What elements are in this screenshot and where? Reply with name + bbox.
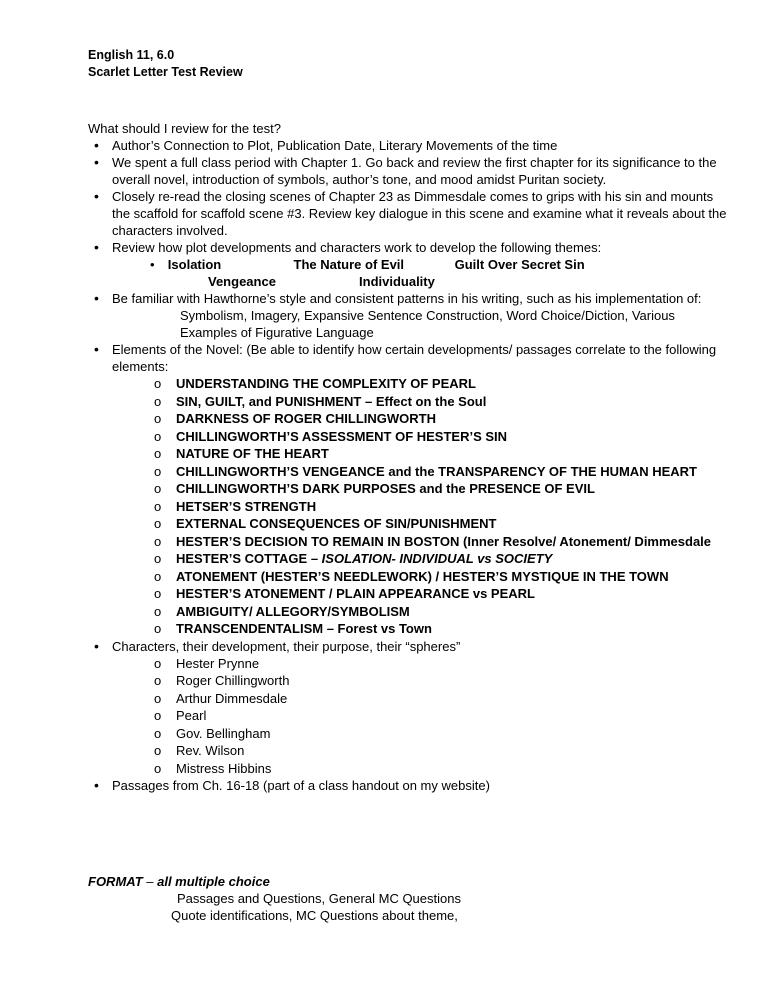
element-item-cottage: o HESTER’S COTTAGE – ISOLATION- INDIVIDUAL vs SOCIETY	[154, 550, 728, 568]
characters-list	[112, 655, 728, 778]
character-item: o Roger Chillingworth	[154, 672, 728, 690]
review-item-characters: • Characters, their development, their purpose, their “spheres” o Hester Prynne o Roger Chillingworth o Arthur Dimmesdale o Pearl o Gov. Bellingham o Rev. Wilson o Mistress Hibbins	[88, 638, 728, 778]
format-section: FORMAT – all multiple choice Passages and Questions, General MC Questions Quote identifications, MC Questions about theme,	[88, 874, 461, 923]
review-item-style: • Be familiar with Hawthorne’s style and consistent patterns in his writing, such as his implementation of: Symbolism, Imagery, Expansive Sentence Construction, Word Choice/Diction, Various Examples of Figurative Language	[88, 290, 728, 341]
theme-isolation: Isolation	[167, 257, 222, 272]
element-item: o AMBIGUITY/ ALLEGORY/SYMBOLISM	[154, 603, 728, 621]
theme-vengeance: Vengeance	[208, 274, 276, 289]
element-item: o CHILLINGWORTH’S VENGEANCE and the TRANSPARENCY OF THE HUMAN HEART	[154, 463, 728, 481]
format-label: FORMAT	[88, 874, 143, 889]
element-item: o EXTERNAL CONSEQUENCES OF SIN/PUNISHMENT	[154, 515, 728, 533]
element-item: o NATURE OF THE HEART	[154, 445, 728, 463]
element-item: o HESTER’S ATONEMENT / PLAIN APPEARANCE vs PEARL	[154, 585, 728, 603]
element-item: o SIN, GUILT, and PUNISHMENT – Effect on the Soul	[154, 393, 728, 411]
themes-list: • Isolation The Nature of Evil Guilt Over Secret Sin Vengeance Individuality	[150, 257, 585, 289]
character-item: o Pearl	[154, 707, 728, 725]
document-title: Scarlet Letter Test Review	[88, 65, 243, 79]
character-item: o Gov. Bellingham	[154, 725, 728, 743]
review-item-elements: • Elements of the Novel: (Be able to identify how certain developments/ passages correlate to the following elements: o UNDERSTANDING THE COMPLEXITY OF PEARL o SIN, GUILT, and PUNISHMENT – Effect on the Soul o DARKNESS OF ROGER CHILLINGWORTH o CHILLINGWORTH’S ASSESSMENT OF HESTER’S SIN o NATURE OF THE HEART o CHILLINGWORTH’S VENGEANCE and the TRANSPARENCY OF THE HUMAN HEART o CHILLINGWORTH’S DARK PURPOSES and the PRESENCE OF EVIL o HETSER’S STRENGTH o EXTERNAL CONSEQUENCES OF SIN/PUNISHMENT o HESTER’S DECISION TO REMAIN IN BOSTON (Inner Resolve/ Atonement/ Dimmesdale o HESTER’S COTTAGE – ISOLATION- INDIVIDUAL vs SOCIETY o ATONEMENT (HESTER’S NEEDLEWORK) / HESTER’S MYSTIQUE IN THE TOWN o HESTER’S ATONEMENT / PLAIN APPEARANCE vs PEARL o AMBIGUITY/ ALLEGORY/SYMBOLISM o TRANSCENDENTALISM – Forest vs Town	[88, 341, 728, 638]
format-type: all multiple choice	[157, 874, 270, 889]
course-label: English 11, 6.0	[88, 48, 175, 62]
intro-question: What should I review for the test?	[88, 121, 281, 136]
element-item: o UNDERSTANDING THE COMPLEXITY OF PEARL	[154, 375, 728, 393]
character-item: o Arthur Dimmesdale	[154, 690, 728, 708]
theme-individuality: Individuality	[359, 274, 435, 289]
review-list	[88, 137, 728, 794]
character-item: o Mistress Hibbins	[154, 760, 728, 778]
review-item-chapter-1: • We spent a full class period with Chapter 1. Go back and review the first chapter for its significance to the overall novel, introduction of symbols, author’s tone, and mood amidst Puritan society.	[88, 154, 728, 188]
element-item: o HETSER’S STRENGTH	[154, 498, 728, 516]
element-item: o ATONEMENT (HESTER’S NEEDLEWORK) / HESTER’S MYSTIQUE IN THE TOWN	[154, 568, 728, 586]
element-item: o HESTER’S DECISION TO REMAIN IN BOSTON (Inner Resolve/ Atonement/ Dimmesdale	[154, 533, 728, 551]
document-header	[88, 47, 243, 81]
character-item: o Hester Prynne	[154, 655, 728, 673]
format-line-1: Passages and Questions, General MC Questions	[177, 891, 461, 906]
elements-list	[112, 375, 728, 638]
review-item-chapter-23: • Closely re-read the closing scenes of Chapter 23 as Dimmesdale comes to grips with his sin and mounts the scaffold for scaffold scene #3. Review key dialogue in this scene and examine what it reveals about the characters involved.	[88, 188, 728, 239]
element-item: o CHILLINGWORTH’S ASSESSMENT OF HESTER’S SIN	[154, 428, 728, 446]
element-item: o CHILLINGWORTH’S DARK PURPOSES and the PRESENCE OF EVIL	[154, 480, 728, 498]
character-item: o Rev. Wilson	[154, 742, 728, 760]
review-item-passages: • Passages from Ch. 16-18 (part of a class handout on my website)	[88, 777, 728, 794]
theme-nature-of-evil: The Nature of Evil	[293, 257, 405, 272]
element-item: o TRANSCENDENTALISM – Forest vs Town	[154, 620, 728, 638]
element-item: o DARKNESS OF ROGER CHILLINGWORTH	[154, 410, 728, 428]
format-line-2: Quote identifications, MC Questions about theme,	[171, 908, 458, 923]
theme-guilt: Guilt Over Secret Sin	[454, 257, 585, 272]
review-item-author: • Author’s Connection to Plot, Publication Date, Literary Movements of the time	[88, 137, 728, 154]
style-details: Symbolism, Imagery, Expansive Sentence Construction, Word Choice/Diction, Various Examples of Figurative Language	[180, 308, 675, 340]
review-item-themes: • Review how plot developments and characters work to develop the following themes: • Isolation The Nature of Evil Guilt Over Secret Sin Vengeance Individuality	[88, 239, 728, 290]
